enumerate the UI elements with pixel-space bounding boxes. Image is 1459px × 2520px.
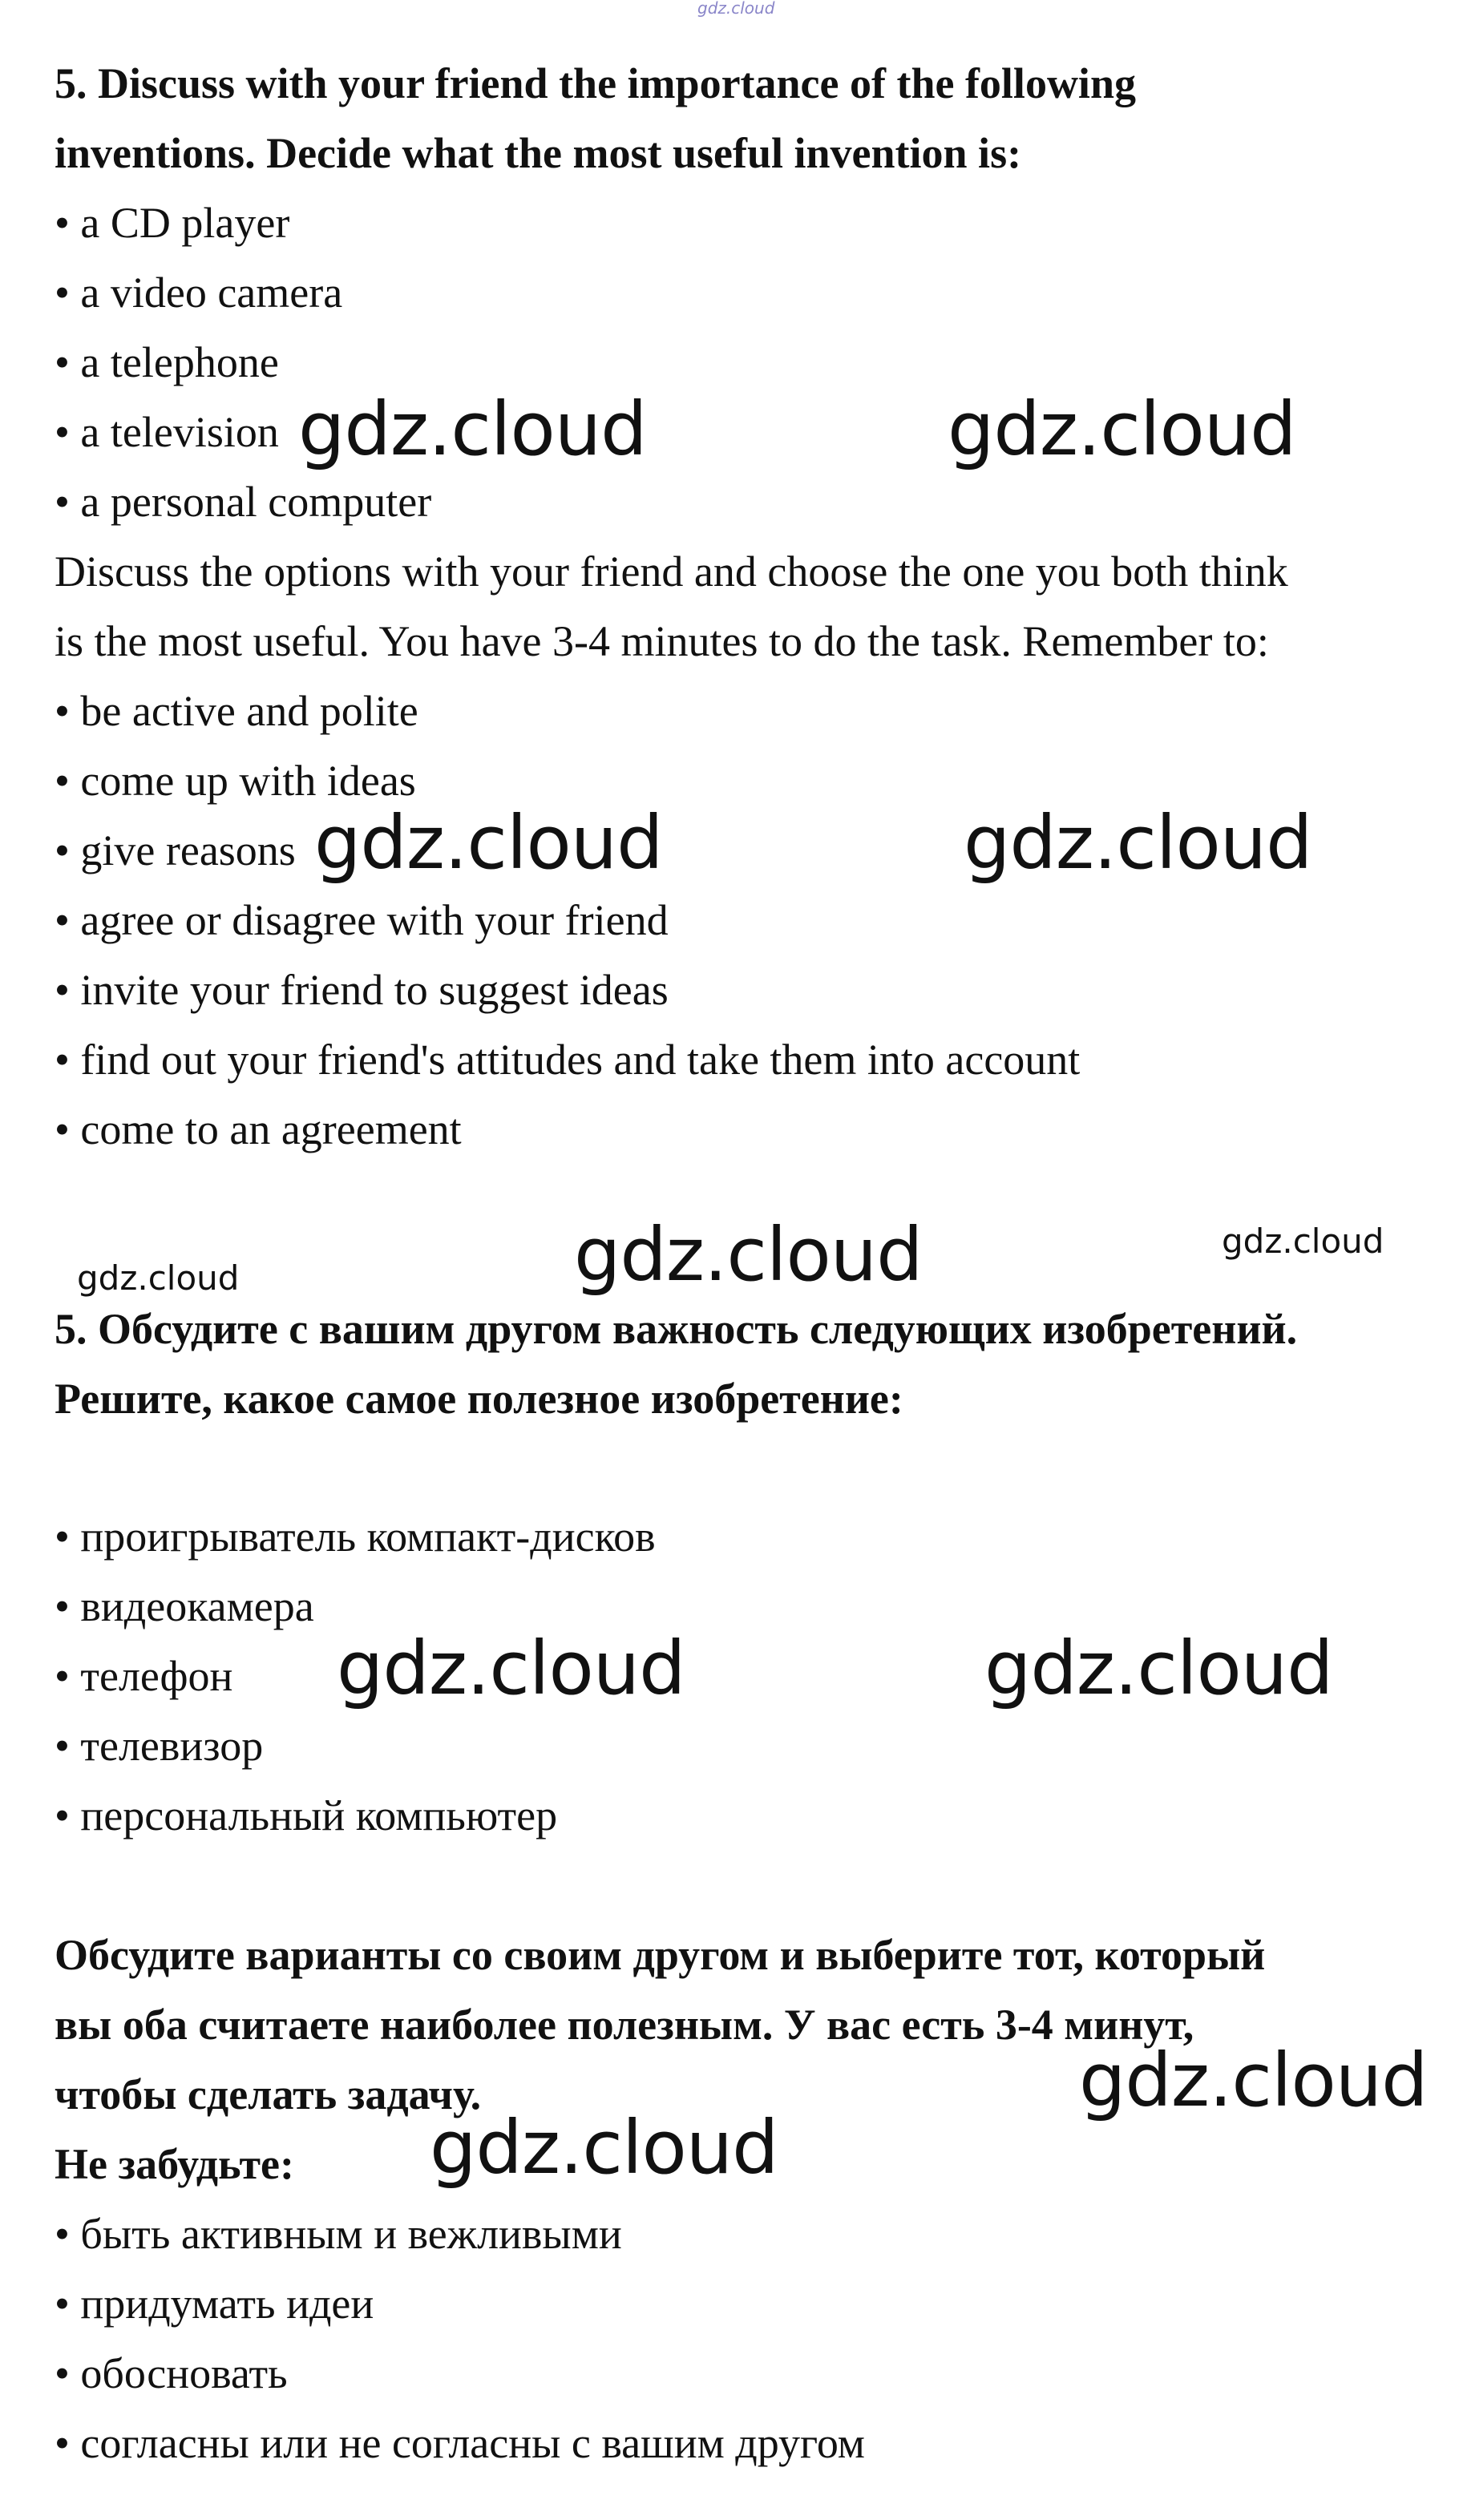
english-reminder-item: • come to an agreement — [55, 1105, 462, 1153]
english-task-title-line-2: inventions. Decide what the most useful invention is: — [55, 129, 1022, 177]
russian-reminder-item: • обосновать — [55, 2349, 288, 2397]
russian-instruction-line-3: чтобы сделать задачу. — [55, 2070, 482, 2118]
english-invention-item: • a personal computer — [55, 478, 432, 526]
russian-reminder-item: • согласны или не согласны с вашим другом — [55, 2419, 865, 2467]
russian-invention-item: • телевизор — [55, 1722, 264, 1770]
english-reminder-item: • agree or disagree with your friend — [55, 896, 669, 944]
watermark-text: gdz.cloud — [1079, 2037, 1428, 2123]
english-invention-item: • a video camera — [55, 269, 343, 317]
russian-task-title-line-1: 5. Обсудите с вашим другом важность следующих изобретений. — [55, 1305, 1298, 1353]
watermark-text: gdz.cloud — [337, 1625, 685, 1711]
english-reminder-item: • be active and polite — [55, 687, 418, 735]
russian-invention-item: • телефон — [55, 1652, 233, 1700]
english-reminder-item: • give reasons — [55, 826, 296, 874]
watermark-text: gdz.cloud — [298, 386, 647, 472]
english-instruction-line-1: Discuss the options with your friend and choose the one you both think — [55, 547, 1288, 596]
watermark-text: gdz.cloud — [77, 1258, 240, 1298]
russian-task-title-line-2: Решите, какое самое полезное изобретение: — [55, 1375, 903, 1423]
watermark-text: gdz.cloud — [964, 800, 1312, 886]
russian-invention-item: • проигрыватель компакт-дисков — [55, 1512, 656, 1561]
top-watermark: gdz.cloud — [697, 0, 775, 18]
russian-reminder-item: • придумать идеи — [55, 2280, 374, 2328]
watermark-text: gdz.cloud — [430, 2105, 778, 2191]
english-reminder-item: • invite your friend to suggest ideas — [55, 966, 669, 1014]
watermark-text: gdz.cloud — [984, 1625, 1333, 1711]
english-reminder-item: • find out your friend's attitudes and take them into account — [55, 1036, 1081, 1084]
english-invention-item: • a television — [55, 408, 279, 456]
watermark-text: gdz.cloud — [574, 1212, 923, 1298]
russian-reminder-item: • быть активным и вежливыми — [55, 2210, 622, 2258]
english-invention-item: • a CD player — [55, 199, 290, 247]
russian-invention-item: • видеокамера — [55, 1582, 314, 1630]
russian-instruction-line-1: Обсудите варианты со своим другом и выберите тот, который — [55, 1931, 1266, 1979]
russian-invention-item: • персональный компьютер — [55, 1791, 558, 1840]
watermark-text: gdz.cloud — [1222, 1222, 1384, 1261]
english-reminder-item: • come up with ideas — [55, 757, 416, 805]
watermark-text: gdz.cloud — [948, 386, 1296, 472]
english-instruction-line-2: is the most useful. You have 3-4 minutes to do the task. Remember to: — [55, 617, 1269, 665]
watermark-text: gdz.cloud — [314, 800, 663, 886]
english-task-title-line-1: 5. Discuss with your friend the importance of the following — [55, 59, 1136, 107]
russian-remember-label: Не забудьте: — [55, 2140, 295, 2188]
russian-instruction-line-2: вы оба считаете наиболее полезным. У вас есть 3-4 минут, — [55, 2001, 1194, 2049]
english-invention-item: • a telephone — [55, 338, 279, 386]
